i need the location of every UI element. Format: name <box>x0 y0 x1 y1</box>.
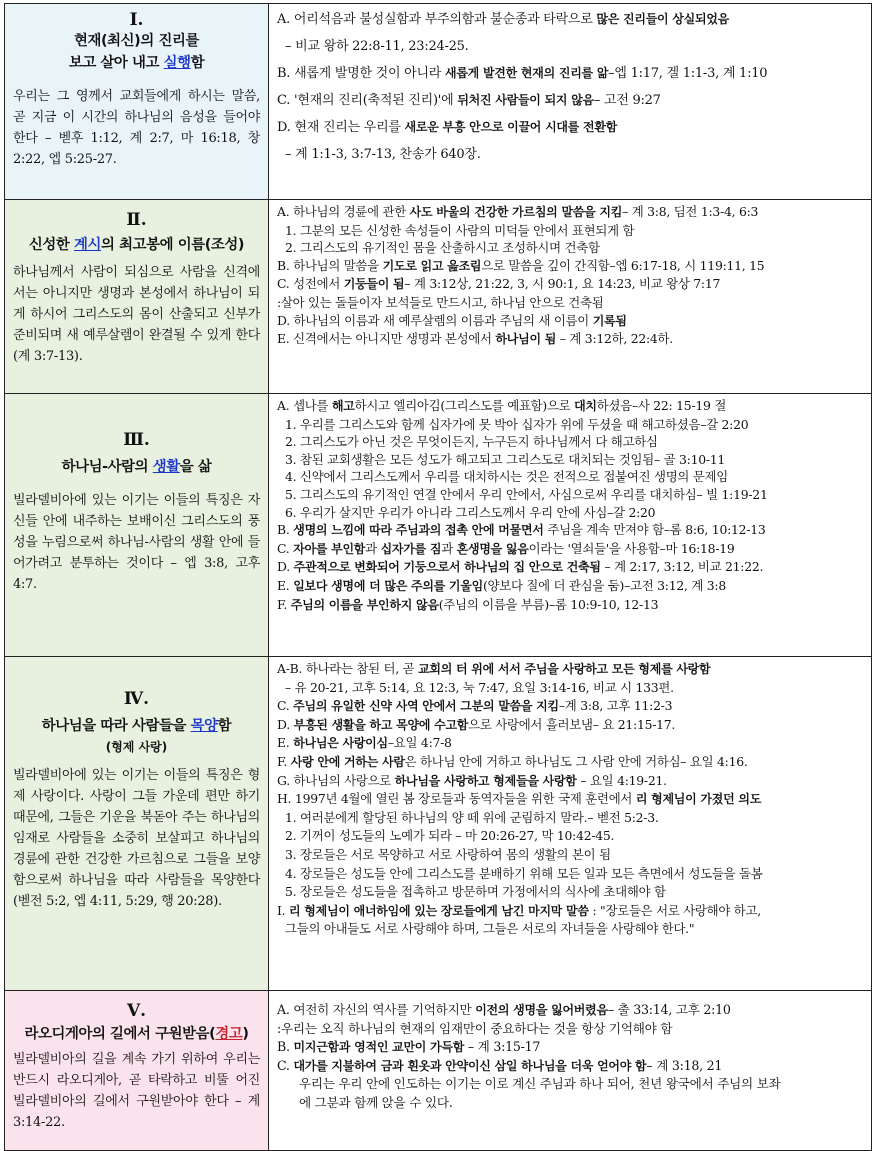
outline-item: C. 성전에서 기둥들이 됨– 계 3:12상, 21:22, 3, 시 90:1, 요 14:23, 비교 왕상 7:17 <box>277 276 721 292</box>
section-title-highlight: 목양 <box>190 718 218 734</box>
outline-item: 1. 그분의 모든 신성한 속성들이 사람의 미덕들 안에서 표현되게 함 <box>285 222 635 238</box>
outline-item: 2. 기꺼이 성도들의 노예가 되라 – 마 20:26-27, 막 10:42-45. <box>285 828 615 844</box>
outline-item: C. '현재의 진리(축적된 진리)'에 뒤처진 사람들이 되지 않음– 고전 9:27 <box>277 93 661 108</box>
outline-item: E. 하나님은 사랑이심–요일 4:7-8 <box>277 735 452 751</box>
outline-item: 6. 우리가 살지만 우리가 아니라 그리스도께서 우리 안에 사심–갈 2:20 <box>285 504 656 520</box>
section-2 <box>4 199 872 393</box>
outline-item: C. 주님의 유일한 신약 사역 안에서 그분의 말씀을 지킴–계 3:8, 고후 11:2-3 <box>277 698 673 714</box>
outline-item: 3. 장로들은 서로 목양하고 서로 사랑하여 몸의 생활의 본이 됨 <box>285 846 611 862</box>
section-2-items <box>269 200 871 393</box>
section-description: 빌라델비아의 길을 계속 가기 위하여 우리는 반드시 라오디게아, 곧 타락하고 비뚤 어진 빌라델비아의 길에서 구원받아야 한다 – 계 3:14-22. <box>13 1052 260 1130</box>
outline-item: A. 어리석음과 불성실함과 부주의함과 불순종과 타락으로 많은 진리들이 상실되었음 <box>277 12 730 27</box>
outline-item: F. 주님의 이름을 부인하지 않음(주님의 이름을 부름)–롬 10:9-10, 12-13 <box>277 596 659 612</box>
section-1-items <box>269 4 871 199</box>
section-3-items <box>269 394 871 656</box>
section-3-summary <box>5 394 269 656</box>
outline-item: D. 현재 진리는 우리를 새로운 부흥 안으로 이끌어 시대를 전환함 <box>277 120 618 135</box>
section-title-line1: 현재(최신)의 진리를 <box>74 33 199 49</box>
section-numeral: Ⅱ. <box>126 210 147 230</box>
section-title-highlight: 실행 <box>163 55 191 71</box>
outline-item: 4. 신약에서 그리스도께서 우리를 대치하시는 것은 전적으로 접붙여진 생명의 문제임 <box>285 469 728 485</box>
section-title-text: 보고 살아 내고 <box>68 55 164 71</box>
outline-item: C. 자아를 부인함과 십자가를 짐과 혼생명을 잃음이라는 '열쇠들'을 사용함–마 16:18-19 <box>277 540 735 556</box>
outline-item: 1. 우리를 그리스도와 함께 십자가에 못 박아 십자가 위에 두셨을 때 해고하셨음–갈 2:20 <box>285 416 749 432</box>
outline-item: 4. 장로들은 성도들 안에 그리스도를 분배하기 위해 모든 일과 모든 측면에서 성도들을 돌봄 <box>285 865 763 881</box>
outline-item: – 유 20-21, 고후 5:14, 요 12:3, 눅 7:47, 요일 3:14-16, 비교 시 133편. <box>285 679 674 695</box>
outline-item: 3. 참된 교회생활은 모든 성도가 해고되고 그리스도로 대치되는 것임됨– 골 3:10-11 <box>285 451 726 467</box>
study-outline-table <box>4 3 872 1145</box>
section-title: 신성한 계시의 최고봉에 이름(조성) <box>28 237 245 253</box>
section-description: 빌라델비아에 있는 이기는 이들의 특징은 자신들 안에 내주하는 보배이신 그리스도의 풍성을 누림으로써 하나님-사람의 생활 안에 들어가려고 분투하는 것이다 – 엡 3:8, 고후 4:7. <box>13 493 260 592</box>
outline-item: H. 1997년 4월에 열린 봄 장로들과 동역자들을 위한 국제 훈련에서 리 형제님이 가졌던 의도 <box>277 791 762 807</box>
section-3 <box>4 393 872 656</box>
outline-item: – 비교 왕하 22:8-11, 23:24-25. <box>285 39 469 54</box>
section-2-summary <box>5 200 269 393</box>
section-title: 하나님을 따라 사람들을 목양함 <box>41 718 232 734</box>
section-title: 라오디게아의 길에서 구원받음(경고) <box>24 1026 249 1042</box>
outline-item: B. 하나님의 말씀을 기도로 읽고 읊조림으로 말씀을 깊이 간직함–엡 6:17-18, 시 119:11, 15 <box>277 257 765 273</box>
outline-item: D. 하나님의 이름과 새 예루살렘의 이름과 주님의 새 이름이 기록됨 <box>277 312 627 328</box>
section-title: 하나님-사람의 생활을 삶 <box>61 459 212 475</box>
outline-item: 에 그분과 함께 앉을 수 있다. <box>299 1094 453 1110</box>
outline-item: A. 셉나를 해고하시고 엘리아김(그리스도를 예표함)으로 대치하셨음–사 22: 15-19 절 <box>277 398 727 413</box>
section-title-highlight: 생활 <box>152 459 180 475</box>
section-4-items <box>269 657 871 990</box>
outline-item: 5. 장로들은 성도들을 접촉하고 방문하며 가정에서의 식사에 초대해야 함 <box>285 884 666 900</box>
outline-item: 2. 그리스도의 유기적인 몸을 산출하시고 조성하시며 건축함 <box>285 240 600 256</box>
outline-item: :우리는 오직 하나님의 현재의 임재만이 중요하다는 것을 항상 기억해야 함 <box>277 1020 673 1036</box>
section-title-line2 <box>13 52 260 74</box>
outline-item: F. 사랑 안에 거하는 사람은 하나님 안에 거하고 하나님도 그 사람 안에 거하심– 요일 4:16. <box>277 753 748 769</box>
outline-item: D. 주관적으로 변화되어 기둥으로서 하나님의 집 안으로 건축됨 – 계 2:17, 3:12, 비교 21:22. <box>277 559 764 575</box>
section-5-items <box>269 991 871 1150</box>
section-title-highlight: 계시 <box>74 237 102 253</box>
outline-item: A. 여전히 자신의 역사를 기억하지만 이전의 생명을 잃어버렸음– 출 33:14, 고후 2:10 <box>277 1002 731 1017</box>
outline-item: 1. 여러분에게 할당된 하나님의 양 떼 위에 군림하지 말라.– 벧전 5:2-3. <box>285 809 659 825</box>
outline-item: A-B. 하나라는 참된 터, 곧 교회의 터 위에 서서 주님을 사랑하고 모든 형제를 사랑함 <box>277 661 711 676</box>
outline-item: B. 미지근함과 영적인 교만이 가득함 – 계 3:15-17 <box>277 1039 541 1054</box>
section-title-text: 함 <box>190 55 205 71</box>
section-4 <box>4 656 872 990</box>
section-title <box>13 30 260 74</box>
section-numeral: Ⅳ. <box>123 689 150 709</box>
outline-item: 그들의 아내들도 서로 사랑해야 하며, 그들은 서로의 자녀들을 사랑해야 한다." <box>285 921 695 937</box>
section-numeral: Ⅰ. <box>129 10 144 30</box>
section-description: 하나님께서 사람이 되심으로 사람을 신격에서는 아니지만 생명과 본성에서 하나님이 되게 하시어 그리스도의 몸이 산출되고 신부가 준비되며 새 예루살렘이 완결될 수 있게 한다(계 3:7-13). <box>13 265 260 364</box>
section-4-summary <box>5 657 269 990</box>
section-numeral: Ⅲ. <box>123 430 150 450</box>
outline-item: 2. 그리스도가 아닌 것은 무엇이든지, 누구든지 하나님께서 다 해고하심 <box>285 434 658 450</box>
outline-item: E. 일보다 생명에 더 많은 주의를 기울임(양보다 질에 더 관심을 둠)–고전 3:12, 계 3:8 <box>277 577 726 593</box>
section-numeral: Ⅴ. <box>126 1001 147 1021</box>
section-subtitle: (형제 사랑) <box>105 740 168 754</box>
outline-item: G. 하나님의 사랑으로 하나님을 사랑하고 형제들을 사랑함 – 요일 4:19-21. <box>277 772 667 788</box>
outline-item: I. 리 형제님이 애너하임에 있는 장로들에게 남긴 마지막 말씀 : "장로들은 서로 사랑해야 하고, <box>277 902 761 918</box>
outline-item: B. 새롭게 발명한 것이 아니라 새롭게 발견한 현재의 진리를 앎–엡 1:17, 겔 1:1-3, 계 1:10 <box>277 66 768 81</box>
outline-item: A. 하나님의 경륜에 관한 사도 바울의 건강한 가르침의 말씀을 지킴– 계 3:8, 딤전 1:3-4, 6:3 <box>277 204 759 219</box>
section-5 <box>4 990 872 1151</box>
section-description: 빌라델비아에 있는 이기는 이들의 특징은 형제 사랑이다. 사랑이 그들 가운데 편만 하기 때문에, 그들은 기운을 북돋아 주는 하나님의 임재로 사람들을 소중히 보살피고 하나님의 경륜에 관한 건강한 가르침으로 그들을 보양함으로써 하나님을 따라 사람들을 목양한다(벧전 5:2, 엡 4:11, 5:29, 행 20:28). <box>13 768 260 909</box>
section-1 <box>4 3 872 199</box>
outline-item: E. 신격에서는 아니지만 생명과 본성에서 하나님이 됨 – 계 3:12하, 22:4하. <box>277 331 673 347</box>
outline-item: – 계 1:1-3, 3:7-13, 찬송가 640장. <box>285 147 481 162</box>
outline-item: 우리는 우리 안에 인도하는 이기는 이로 계신 주님과 하나 되어, 천년 왕국에서 주님의 보좌 <box>299 1076 781 1091</box>
section-5-summary <box>5 991 269 1150</box>
section-1-summary <box>5 4 269 199</box>
outline-item: C. 대가를 지불하여 금과 흰옷과 안약이신 삼일 하나님을 더욱 얻어야 함– 계 3:18, 21 <box>277 1057 723 1073</box>
outline-item: :살아 있는 돌들이자 보석들로 만드시고, 하나님 안으로 건축됨 <box>277 294 604 310</box>
outline-item: D. 부흥된 생활을 하고 목양에 수고함으로 사랑에서 흘러보냄– 요 21:15-17. <box>277 716 676 732</box>
section-description: 우리는 그 영께서 교회들에게 하시는 말씀, 곧 지금 이 시간의 하나님의 음성을 들어야 한다 – 벧후 1:12, 계 2:7, 마 16:18, 창 2:22, 엡 5:25-27. <box>13 89 260 167</box>
outline-item: B. 생명의 느낌에 따라 주님과의 접촉 안에 머물면서 주님을 계속 만져야 함–롬 8:6, 10:12-13 <box>277 522 766 538</box>
outline-item: 5. 그리스도의 유기적인 연결 안에서 우리 안에서, 사심으로써 우리를 대치하심– 빌 1:19-21 <box>285 486 768 502</box>
section-title-highlight: 경고 <box>215 1026 243 1042</box>
